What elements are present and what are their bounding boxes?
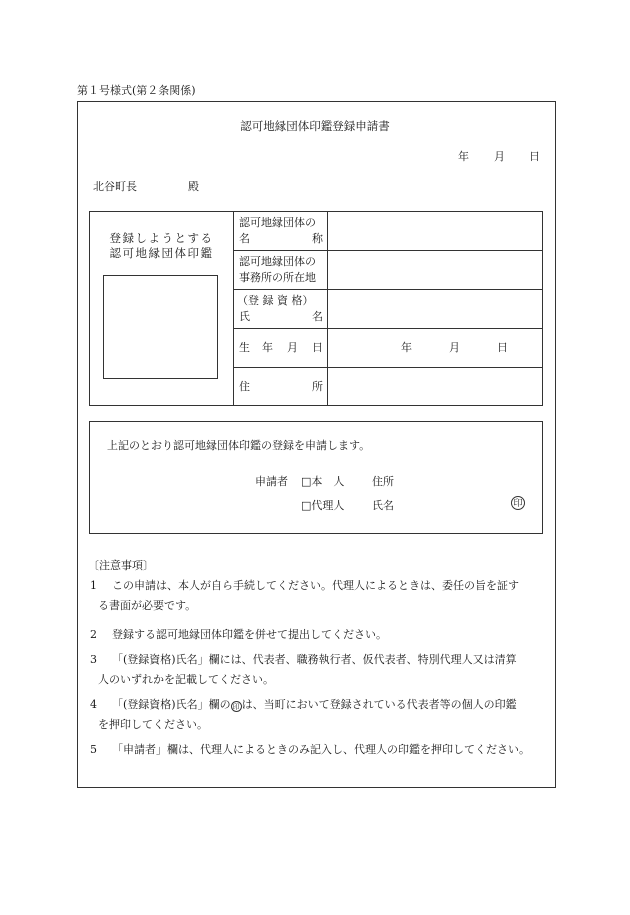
note-item xyxy=(90,625,550,645)
name-label-b: 名 xyxy=(312,310,323,323)
birth-label-a: 生 xyxy=(239,341,250,354)
applicant-name-label: 氏名 xyxy=(372,499,394,512)
date-day-label: 日 xyxy=(529,150,540,163)
table-divider xyxy=(233,289,542,290)
birth-month-label: 月 xyxy=(449,341,460,354)
note-number: 5 xyxy=(90,743,97,756)
table-divider xyxy=(233,250,542,251)
table-divider xyxy=(233,328,542,329)
birth-day-label: 日 xyxy=(497,341,508,354)
addressee-honorific: 殿 xyxy=(188,180,199,193)
notes-heading: 〔注意事項〕 xyxy=(88,559,154,572)
note-number: 2 xyxy=(90,628,97,641)
stamp-label-line1: 登録しようとする xyxy=(109,231,214,245)
birth-label-c: 月 xyxy=(287,341,298,354)
note-text-continued: る書面が必要です。 xyxy=(98,599,197,612)
org-name-label-a: 名 xyxy=(239,232,250,245)
date-year-label: 年 xyxy=(458,150,469,163)
seal-mark-icon: 印 xyxy=(511,496,525,510)
note-item xyxy=(90,576,550,616)
application-statement: 上記のとおり認可地縁団体印鑑の登録を申請します。 xyxy=(107,439,371,452)
form-title: 認可地縁団体印鑑登録申請書 xyxy=(240,119,390,133)
option-agent-checkbox[interactable]: □代理人 xyxy=(301,499,345,512)
note-text: 登録する認可地縁団体印鑑を併せて提出してください。 xyxy=(112,628,387,641)
note-number: 1 xyxy=(90,579,97,592)
address-label-a: 住 xyxy=(239,380,250,393)
address-label-b: 所 xyxy=(312,380,323,393)
table-divider xyxy=(233,212,234,405)
note-item xyxy=(90,650,550,690)
birth-label-b: 年 xyxy=(262,341,273,354)
note-text-continued: 人のいずれかを記載してください。 xyxy=(98,673,274,686)
note-text: この申請は、本人が自ら手続してください。代理人によるときは、委任の旨を証す xyxy=(112,579,519,592)
office-label-line1: 認可地縁団体の xyxy=(239,255,316,268)
org-name-label-b: 称 xyxy=(312,232,323,245)
org-name-label-line1: 認可地縁団体の xyxy=(239,216,316,229)
applicant-label: 申請者 xyxy=(255,475,288,488)
note-text: は、当町において登録されている代表者等の個人の印鑑 xyxy=(241,698,517,711)
office-label-line2: 事務所の所在地 xyxy=(239,271,316,284)
birth-label-d: 日 xyxy=(312,341,323,354)
note-text: 「(登録資格)氏名」欄の xyxy=(112,698,231,711)
note-number: 4 xyxy=(90,698,97,711)
note-item xyxy=(90,740,550,760)
note-text-continued: を押印してください。 xyxy=(98,718,208,731)
applicant-address-label: 住所 xyxy=(372,475,394,488)
note-item xyxy=(90,695,550,735)
addressee-name: 北谷町長 xyxy=(93,180,137,193)
birth-year-label: 年 xyxy=(401,341,412,354)
note-text: 「(登録資格)氏名」欄には、代表者、職務執行者、仮代表者、特別代理人又は清算 xyxy=(112,653,517,666)
note-text: 「申請者」欄は、代理人によるときのみ記入し、代理人の印鑑を押印してください。 xyxy=(112,743,530,756)
seal-impression-box xyxy=(103,275,218,379)
option-self-checkbox[interactable]: □本 人 xyxy=(301,475,345,488)
date-month-label: 月 xyxy=(494,150,505,163)
note-number: 3 xyxy=(90,653,97,666)
qualification-label: （登 録 資 格） xyxy=(237,294,314,307)
form-number-label: 第１号様式(第２条関係) xyxy=(77,84,196,97)
stamp-label-line2: 認可地縁団体印鑑 xyxy=(109,246,214,260)
seal-mark-icon: 印 xyxy=(232,703,240,711)
table-divider xyxy=(233,367,542,368)
table-divider xyxy=(327,212,328,405)
name-label-a: 氏 xyxy=(239,310,250,323)
